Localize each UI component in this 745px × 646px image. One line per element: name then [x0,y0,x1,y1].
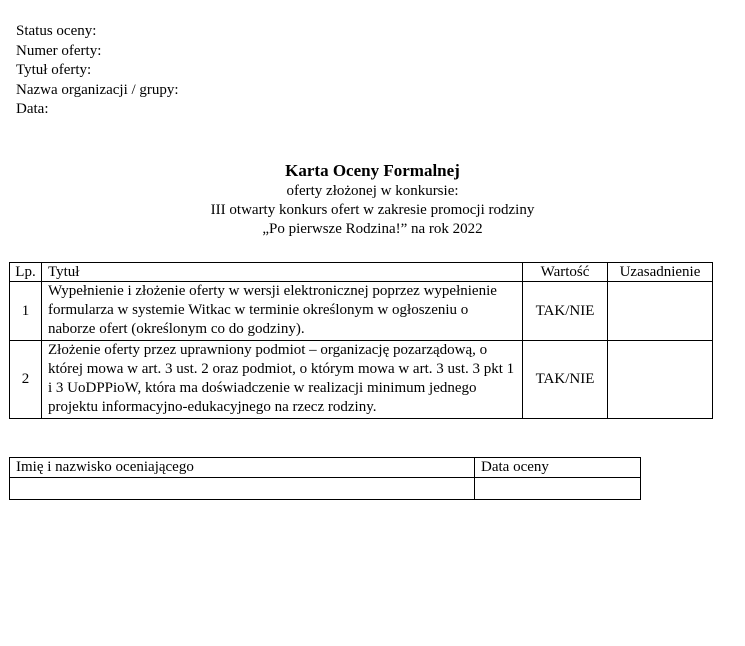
evaluation-date-field[interactable] [475,478,641,500]
row-lp: 2 [10,341,42,419]
signature-input-row [10,478,641,500]
status-label: Status oceny: [16,23,97,39]
row-justification[interactable] [608,341,713,419]
offer-number-label: Numer oferty: [16,42,102,59]
row-title: Złożenie oferty przez uprawniony podmiot – organizację pozarządową, o której mowa w art. 3 ust. 2 oraz podmiot, o którym mowa w art. 3 ust. 3 pkt 1 i 3 UoDPPioW, która ma doświadczenie w realizacji minimum jednego projektu informacyjno-edukacyjnego na rzecz rodziny. [42,341,523,419]
row-lp: 1 [10,282,42,341]
header-evaluation-date: Data oceny [475,458,641,478]
header-justification: Uzasadnienie [608,263,713,282]
document-title: Karta Oceny Formalnej [285,161,460,180]
table-row [10,282,713,341]
metadata-block [16,22,179,120]
row-title: Wypełnienie i złożenie oferty w wersji elektronicznej poprzez wypełnienie formularza w systemie Witkac w terminie określonym w ogłoszeniu o naborze ofert (określonym co do godziny). [42,282,523,341]
header-evaluator-name: Imię i nazwisko oceniającego [10,458,475,478]
criteria-header-row [10,263,713,282]
offer-title-label: Tytuł oferty: [16,62,92,78]
document-heading [0,160,745,239]
header-lp: Lp. [10,263,42,282]
row-justification[interactable] [608,282,713,341]
heading-line-3: „Po pierwsze Rodzina!” na rok 2022 [262,221,483,237]
heading-line-1: oferty złożonej w konkursie: [286,183,459,199]
criteria-table [9,262,713,419]
organization-name-label: Nazwa organizacji / grupy: [16,81,179,98]
row-value: TAK/NIE [523,341,608,419]
signature-header-row [10,458,641,478]
evaluator-name-field[interactable] [10,478,475,500]
heading-line-2: III otwarty konkurs ofert w zakresie promocji rodziny [210,202,535,218]
table-row [10,341,713,419]
header-title: Tytuł [42,263,523,282]
signature-table [9,457,641,500]
header-value: Wartość [523,263,608,282]
date-label: Data: [16,101,49,117]
row-value: TAK/NIE [523,282,608,341]
